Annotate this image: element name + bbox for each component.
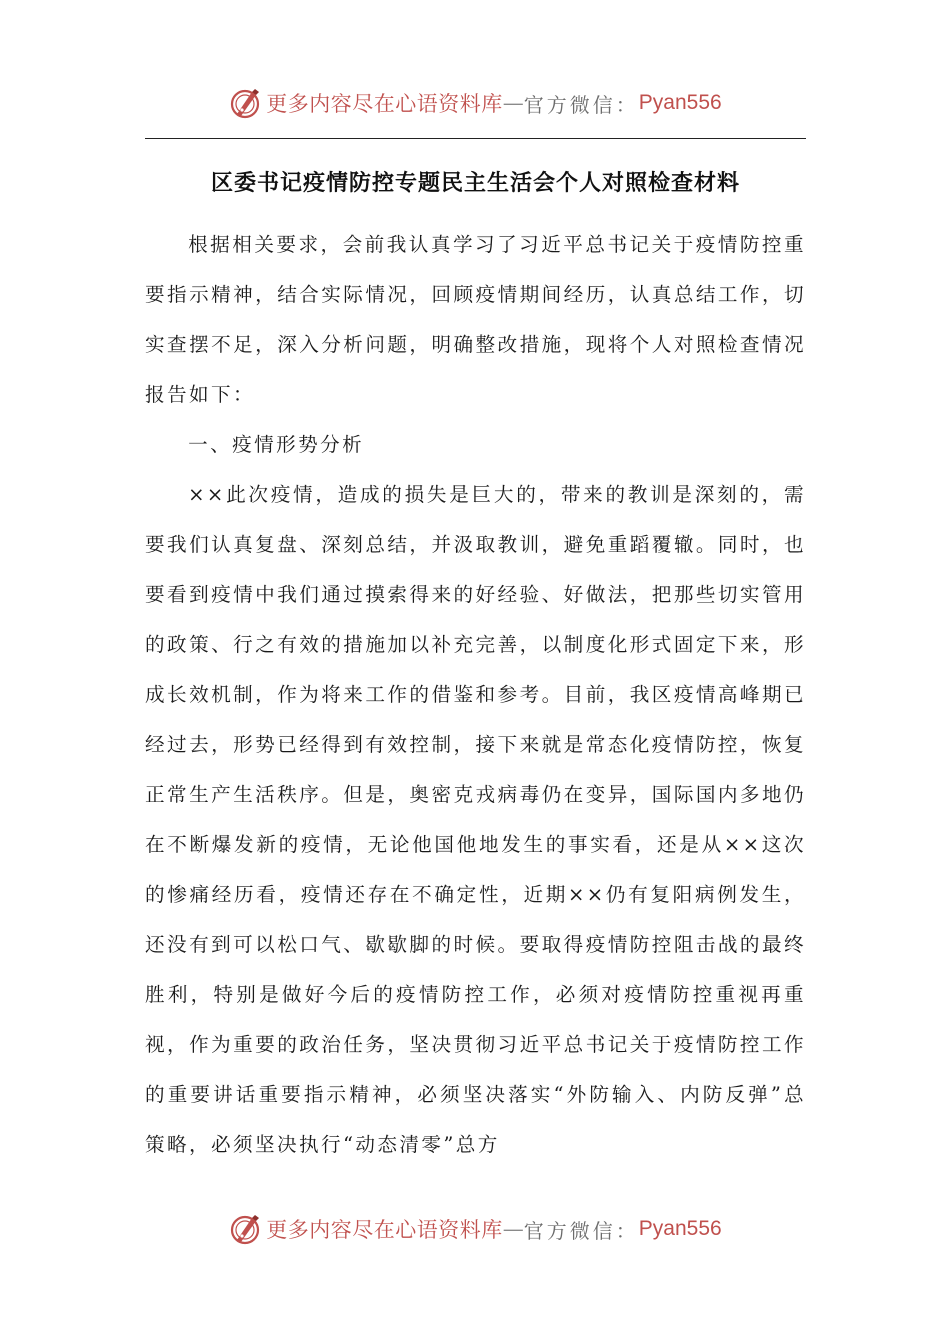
paragraph-intro: 根据相关要求，会前我认真学习了习近平总书记关于疫情防控重要指示精神，结合实际情况，回顾疫情期间经历，认真总结工作，切实查摆不足，深入分析问题，明确整改措施，现将个人对照检查情况报告如下： xyxy=(145,233,806,406)
watermark-dash: — xyxy=(502,1217,524,1241)
watermark-site-text: 更多内容尽在心语资料库 xyxy=(266,92,503,116)
section-heading: 一、疫情形势分析 xyxy=(188,433,365,456)
watermark-wechat-id: Pyan556 xyxy=(638,1217,722,1240)
watermark-wechat-label: 官方微信： xyxy=(523,1218,639,1243)
watermark-banner-bottom xyxy=(0,1207,950,1251)
watermark-wechat-label: 官方微信： xyxy=(523,92,639,117)
header-rule xyxy=(145,138,806,139)
paragraph-analysis: ××此次疫情，造成的损失是巨大的，带来的教训是深刻的，需要我们认真复盘、深刻总结，并汲取教训，避免重蹈覆辙。同时，也要看到疫情中我们通过摸索得来的好经验、好做法，把那些切实管用的政策、行之有效的措施加以补充完善，以制度化形式固定下来，形成长效机制，作为将来工作的借鉴和参考。目前，我区疫情高峰期已经过去，形势已经得到有效控制，接下来就是常态化疫情防控，恢复正常生产生活秩序。但是，奥密克戎病毒仍在变异，国际国内多地仍在不断爆发新的疫情，无论他国他地发生的事实看，还是从××这次的惨痛经历看，疫情还存在不确定性，近期××仍有复阳病例发生，还没有到可以松口气、歇歇脚的时候。要取得疫情防控阻击战的最终胜利，特别是做好今后的疫情防控工作，必须对疫情防控重视再重视，作为重要的政治任务，坚决贯彻习近平总书记关于疫情防控工作的重要讲话重要指示精神，必须坚决落实“外防输入、内防反弹”总策略，必须坚决执行“动态清零”总方 xyxy=(145,483,806,1156)
watermark-dash: — xyxy=(502,91,524,115)
watermark-site-text: 更多内容尽在心语资料库 xyxy=(266,1218,503,1242)
watermark-wechat-id: Pyan556 xyxy=(638,91,722,114)
watermark-banner-top xyxy=(0,81,950,125)
pen-nib-seal-icon xyxy=(228,86,262,120)
pen-nib-seal-icon xyxy=(228,1212,262,1246)
document-body xyxy=(145,220,806,1170)
document-title: 区委书记疫情防控专题民主生活会个人对照检查材料 xyxy=(210,171,740,196)
